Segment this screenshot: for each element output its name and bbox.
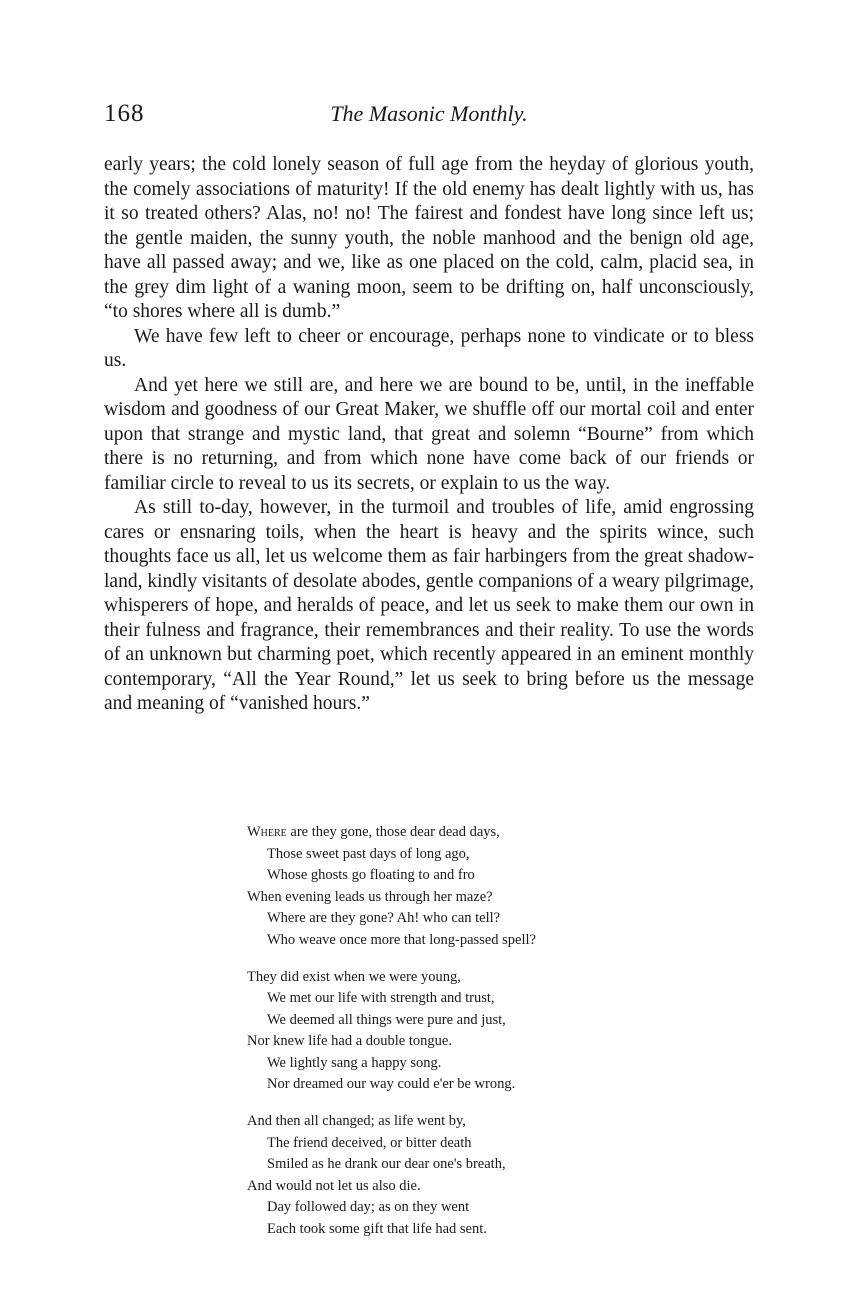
poem-line: And then all changed; as life went by,	[247, 1113, 466, 1129]
page-header	[104, 100, 754, 132]
poem-line	[247, 822, 667, 844]
paragraph: And yet here we still are, and here we are bound to be, until, in the ineffable wisdom and goodness of our Great Maker, we shuffle off our mortal coil and enter upon that strange and mystic land, that great and solemn “Bourne” from which there is no returning, and from which none have come back of our friends or familiar circle to reveal to us its secrets, or explain to us the way.	[104, 374, 754, 494]
poem-line: When evening leads us through her maze?	[247, 888, 493, 905]
poem-line: They did exist when we were young,	[247, 968, 461, 985]
article-body	[104, 153, 754, 717]
poem-line: Nor knew life had a double tongue.	[247, 1033, 452, 1049]
poem-line: Whose ghosts go floating to and fro	[267, 867, 475, 883]
poem-line: Day followed day; as on they went	[267, 1199, 470, 1215]
poem-line: We deemed all things were pure and just,	[267, 1011, 506, 1028]
poem-line: Who weave once more that long-passed spell?	[267, 931, 536, 948]
paragraph: early years; the cold lonely season of full age from the heyday of glorious youth, the comely associations of maturity! If the old enemy has dealt lightly with us, has it so treated others? Alas, no! no! The fairest and fondest have long since left us; the gentle maiden, the sunny youth, the noble manhood and the benign old age, have all passed away; and we, like as one placed on the cold, calm, placid sea, in the grey dim light of a waning moon, seem to be drifting on, half unconsciously, “to shores where all is dumb.”	[104, 154, 754, 322]
poem-line: Smiled as he drank our dear one's breath,	[267, 1156, 506, 1172]
poem-line: We met our life with strength and trust,	[267, 990, 495, 1006]
poem-line-text: are they gone, those dear dead days,	[286, 824, 500, 840]
poem	[247, 822, 667, 1240]
poem-line: The friend deceived, or bitter death	[267, 1134, 472, 1151]
poem-stanza	[247, 822, 667, 951]
poem-line: Where are they gone? Ah! who can tell?	[267, 910, 501, 926]
poem-line: Those sweet past days of long ago,	[267, 845, 470, 862]
paragraph: As still to-day, however, in the turmoil and troubles of life, amid engrossing cares or ensnaring toils, when the heart is heavy and the spirits wince, such thoughts face us all, let us welcome them as fair harbingers from the great shadow-land, kindly visitants of desolate abodes, gentle companions of a weary pilgrimage, whisperers of hope, and heralds of peace, and let us seek to make them our own in their fulness and fragrance, their remembrances and their reality. To use the words of an unknown but charming poet, which recently appeared in an eminent monthly contemporary, “All the Year Round,” let us seek to bring before us the message and meaning of “vanished hours.”	[104, 497, 754, 714]
poem-line: We lightly sang a happy song.	[267, 1054, 442, 1071]
poem-first-word: Where	[247, 824, 287, 840]
running-title: The Masonic Monthly.	[330, 101, 528, 126]
poem-line: Nor dreamed our way could e'er be wrong.	[267, 1076, 516, 1092]
poem-line: And would not let us also die.	[247, 1177, 421, 1194]
poem-stanza	[247, 967, 667, 1096]
page-number: 168	[104, 100, 145, 127]
poem-stanza	[247, 1111, 667, 1240]
paragraph: We have few left to cheer or encourage, perhaps none to vindicate or to bless us.	[104, 325, 754, 371]
poem-line: Each took some gift that life had sent.	[267, 1220, 487, 1237]
